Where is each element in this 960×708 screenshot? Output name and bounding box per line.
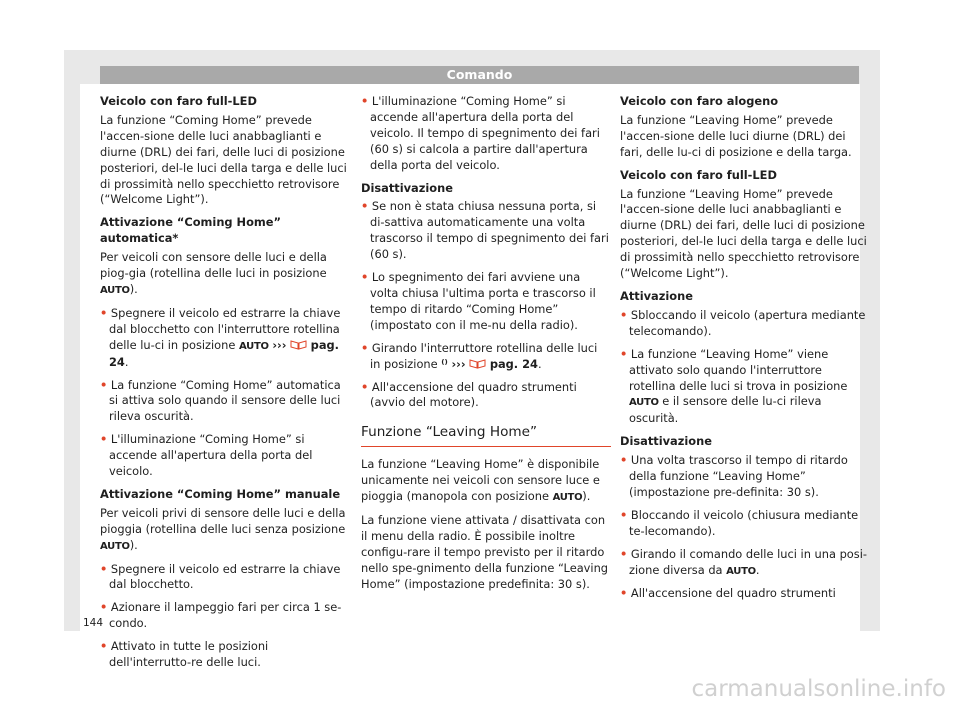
bullet-icon: • [100,432,108,447]
auto-symbol: AUTO [629,397,659,409]
bullet-item: • Sbloccando il veicolo (apertura mediante telecomando). [620,307,866,338]
bullet-icon: • [361,94,369,108]
auto-symbol: AUTO [552,492,583,504]
bullet-icon: • [620,507,628,522]
bullet-item: • La funzione “Leaving Home” viene attivato solo quando l'interruttore rotellina delle luci si trova in posizione AUTO e il sensore delle lu-ci rileva oscurità. [620,346,848,426]
bullet-icon: • [100,377,108,392]
heading-full-led: Veicolo con faro full-LED [620,167,777,182]
book-reference-icon [469,358,486,369]
column-1 [100,94,350,678]
heading-attivazione: Attivazione [620,288,693,303]
bullet-icon: • [100,561,108,576]
heading-halogen: Veicolo con faro alogeno [620,94,779,108]
page-header-title: Comando [100,66,859,84]
bullet-icon: • [620,453,628,468]
bullet-icon: • [620,546,628,561]
bullet-icon: • [361,379,369,394]
heading-manual-coming-home: Attivazione “Coming Home” manuale [100,486,341,501]
bullet-item: • Girando il comando delle luci in una posi-zione diversa da AUTO. [620,546,867,577]
heading-disattivazione: Disattivazione [361,180,453,195]
bullet-item: • All'accensione del quadro strumenti (avvio del motore). [361,379,577,410]
bullet-icon: • [620,307,628,322]
paragraph: La funzione “Leaving Home” prevede l'accen-sione delle luci anabbaglianti e diurne (DRL) dei fari, delle luci di posizione posteriori, del-le luci della targa e delle luci di prossimità nello specchietto retrovisore (“Welcome Light”). [620,186,867,281]
auto-symbol: AUTO [239,340,269,352]
arrows-icon: ››› [272,337,287,352]
page-reference-link[interactable]: pag. 24 [489,356,538,371]
paragraph: Per veicoli privi di sensore delle luci e della pioggia (rotellina delle luci senza posizione AUTO). [100,505,346,552]
bullet-icon: • [100,639,108,654]
bullet-icon: • [100,600,108,615]
auto-symbol: AUTO [100,540,130,552]
bullet-item: • Spegnere il veicolo ed estrarre la chiave dal blocchetto con l'interruttore rotellina delle lu-ci in posizione AUTO ››› pag. 24. [100,305,341,369]
section-heading-leaving-home: Funzione “Leaving Home” [361,423,611,447]
bullet-item: • Azionare il lampeggio fari per circa 1 se-condo. [100,600,342,631]
column-3 [620,94,870,609]
bullet-icon: • [361,199,369,214]
paragraph: Per veicoli con sensore delle luci e della piog-gia (rotellina delle luci in posizione AUTO). [100,250,327,296]
bullet-item: • All'accensione del quadro strumenti [620,586,836,601]
book-reference-icon [290,339,307,350]
bullet-item: • Girando l'interruttore rotellina delle luci in posizione ⁽⁾ ››› pag. 24. [361,340,598,371]
bullet-icon: • [361,270,369,285]
page-reference-link[interactable]: pag. 24 [109,337,339,369]
column-2 [361,94,611,600]
paragraph: La funzione “Coming Home” prevede l'accen-sione delle luci anabbaglianti e diurne (DRL) dei fari, delle luci di posizione posteriori, del-le luci della targa e delle luci di prossimità nello specchietto retrovisore (“Welcome Light”). [100,112,347,207]
bullet-icon: • [100,305,108,320]
bullet-item: • Se non è stata chiusa nessuna porta, si di-sattiva automaticamente una volta trascorso il tempo di spegnimento dei fari (60 s). [361,199,609,262]
bullet-item: • Una volta trascorso il tempo di ritardo della funzione “Leaving Home” (impostazione pre-definita: 30 s). [620,453,848,499]
bullet-item: • Attivato in tutte le posizioni dell'interrutto-re delle luci. [100,639,269,670]
bullet-item: • La funzione “Coming Home” automatica si attiva solo quando il sensore delle luci rileva oscurità. [100,377,341,424]
heading-full-led: Veicolo con faro full-LED [100,94,257,108]
paragraph: La funzione “Leaving Home” prevede l'accen-sione delle luci diurne (DRL) dei fari, delle lu-ci di posizione e della targa. [620,112,852,159]
arrows-icon: ››› [451,356,466,371]
page-number: 144 [83,617,104,629]
bullet-item: • Bloccando il veicolo (chiusura mediante te-lecomando). [620,507,859,538]
watermark: carmanualsonline.info [691,676,946,702]
heading-disattivazione: Disattivazione [620,434,712,449]
heading-auto-coming-home: Attivazione “Coming Home” automatica* [100,215,281,246]
auto-symbol: AUTO [100,284,130,296]
auto-symbol: AUTO [726,565,756,577]
bullet-item: • L'illuminazione “Coming Home” si accende all'apertura della porta del veicolo. Il tempo di spegnimento dei fari (60 s) si calcola a partire dall'apertura della porta del veicolo. [361,94,600,172]
bullet-icon: • [620,346,628,361]
bullet-item: • Lo spegnimento dei fari avviene una volta chiusa l'ultima porta e trascorso il tempo di ritardo “Coming Home” (impostato con il me-nu della radio). [361,270,596,332]
parking-light-icon: ⁽⁾ [441,356,448,371]
bullet-item: • L'illuminazione “Coming Home” si accende all'apertura della porta del veicolo. [100,432,313,479]
paragraph: La funzione “Leaving Home” è disponibile unicamente nei veicoli con sensore luce e pioggia (manopola con posizione AUTO). [361,457,600,504]
bullet-icon: • [361,340,369,355]
bullet-item: • Spegnere il veicolo ed estrarre la chiave dal blocchetto. [100,561,341,592]
bullet-icon: • [620,586,628,601]
paragraph: La funzione viene attivata / disattivata con il menu della radio. È possibile inoltre configu-rare il tempo previsto per il ritardo nello spe-gnimento della funzione “Leaving Home” (impostazione predefinita: 30 s). [361,513,609,591]
